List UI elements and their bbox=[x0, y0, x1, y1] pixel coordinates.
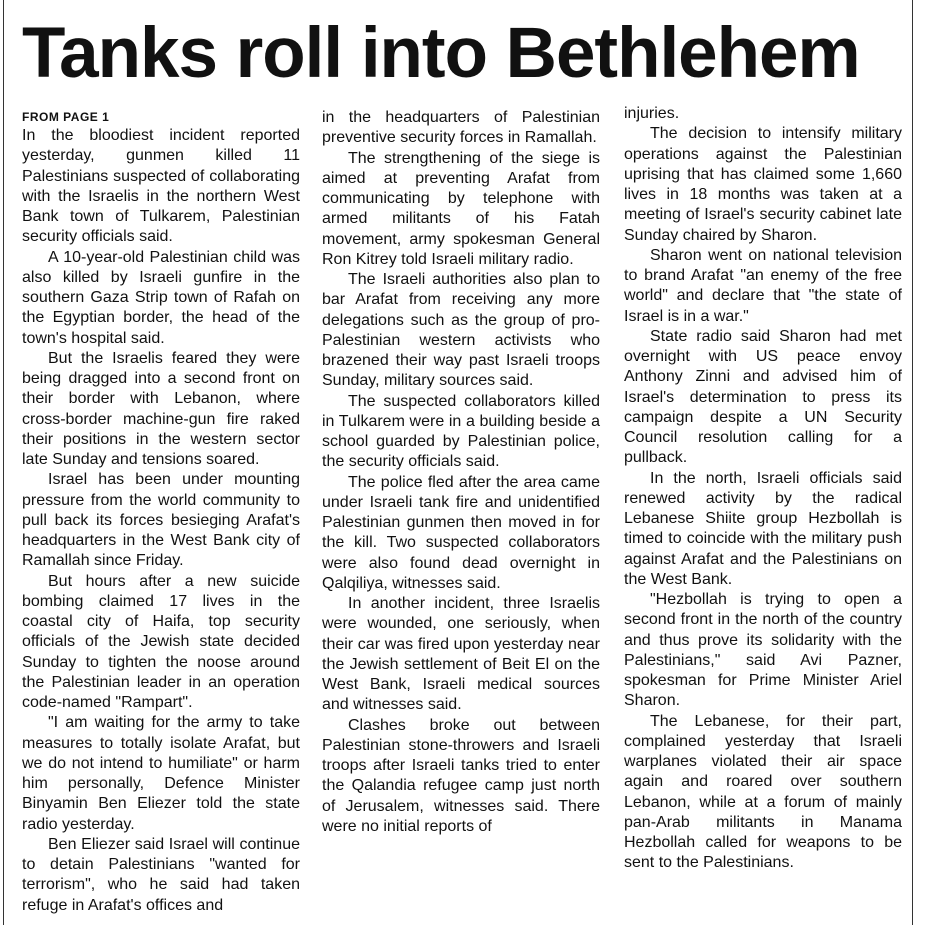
article-paragraph: The suspected collaborators killed in Tulkarem were in a building beside a school guarded by Palestinian police, the security officials said. bbox=[322, 392, 600, 471]
article-paragraph: In the north, Israeli officials said renewed activity by the radical Lebanese Shiite group Hezbollah is timed to coincide with the military push against Arafat and the Palestinians on the West Bank. bbox=[624, 469, 902, 588]
article-paragraph: Israel has been under mounting pressure from the world community to pull back its forces besieging Arafat's headquarters in the West Bank city of Ramallah since Friday. bbox=[22, 471, 300, 570]
page-border-right bbox=[912, 0, 913, 925]
page-border-left bbox=[3, 0, 4, 925]
article-paragraph: The strengthening of the siege is aimed at preventing Arafat from communicating by telephone with armed militants of his Fatah movement, army spokesman General Ron Kitrey told Israeli military radio. bbox=[322, 149, 600, 268]
article-paragraph: A 10-year-old Palestinian child was also killed by Israeli gunfire in the southern Gaza Strip town of Rafah on the Egyptian border, the head of the town's hospital said. bbox=[22, 248, 300, 347]
article-paragraph: The decision to intensify military operations against the Palestinian uprising that has claimed some 1,660 lives in 18 months was taken at a meeting of Israel's security cabinet late Sunday chaired by Sharon. bbox=[624, 125, 902, 244]
article-column-2 bbox=[322, 104, 600, 837]
article-paragraph: Ben Eliezer said Israel will continue to detain Palestinians "wanted for terrorism", who he said had taken refuge in Arafat's offices and bbox=[22, 835, 300, 914]
continuation-kicker: FROM PAGE 1 bbox=[22, 110, 110, 124]
article-paragraph: State radio said Sharon had met overnight with US peace envoy Anthony Zinni and advised him of Israel's determination to press its campaign despite a UN Security Council resolution calling for a pullback. bbox=[624, 327, 902, 467]
article-paragraph: "Hezbollah is trying to open a second front in the north of the country and thus prove its solidarity with the Palestinians," said Avi Pazner, spokesman for Prime Minister Ariel Sharon. bbox=[624, 591, 902, 710]
article-paragraph: Clashes broke out between Palestinian stone-throwers and Israeli troops after Israeli tanks tried to enter the Qalandia refugee camp just north of Jerusalem, witnesses said. There were no initial reports of bbox=[322, 716, 600, 835]
article-paragraph: injuries. bbox=[624, 105, 680, 122]
article-paragraph: "I am waiting for the army to take measures to totally isolate Arafat, but we do not intend to humiliate" or harm him personally, Defence Minister Binyamin Ben Eliezer told the state radio yesterday. bbox=[22, 714, 300, 833]
article-column-3 bbox=[624, 104, 902, 874]
article-paragraph: In the bloodiest incident reported yesterday, gunmen killed 11 Palestinians suspected of collaborating with the Israelis in the northern West Bank town of Tulkarem, Palestinian security officials said. bbox=[22, 127, 300, 246]
article-paragraph: The Israeli authorities also plan to bar Arafat from receiving any more delegations such as the group of pro-Palestinian western activists who brazened their way past Israeli troops Sunday, military sources said. bbox=[322, 271, 600, 390]
article-paragraph: But the Israelis feared they were being dragged into a second front on their border with Lebanon, where cross-border machine-gun fire raked their positions in the western sector late Sunday and tensions soared. bbox=[22, 349, 300, 468]
article-column-1 bbox=[22, 104, 300, 916]
article-paragraph: In another incident, three Israelis were wounded, one seriously, when their car was fired upon yesterday near the Jewish settlement of Beit El on the West Bank, Israeli medical sources and witnesses said. bbox=[322, 595, 600, 714]
article-paragraph: But hours after a new suicide bombing claimed 17 lives in the coastal city of Haifa, top security officials of the Jewish state decided Sunday to tighten the noose around the Palestinian leader in an operation code-named "Rampart". bbox=[22, 572, 300, 711]
article-paragraph: Sharon went on national television to brand Arafat "an enemy of the free world" and declare that "the state of Israel is in a war." bbox=[624, 246, 902, 325]
article-paragraph: in the headquarters of Palestinian preventive security forces in Ramallah. bbox=[322, 109, 600, 147]
article-paragraph: The Lebanese, for their part, complained yesterday that Israeli warplanes violated their air space again and roared over southern Lebanon, while at a forum of mainly pan-Arab militants in Manama Hezbollah called for weapons to be sent to the Palestinians. bbox=[624, 712, 902, 872]
article-headline: Tanks roll into Bethlehem bbox=[22, 14, 860, 93]
article-paragraph: The police fled after the area came under Israeli tank fire and unidentified Palestinian gunmen then moved in for the kill. Two suspected collaborators were also found dead overnight in Qalqiliya, witnesses said. bbox=[322, 473, 600, 592]
